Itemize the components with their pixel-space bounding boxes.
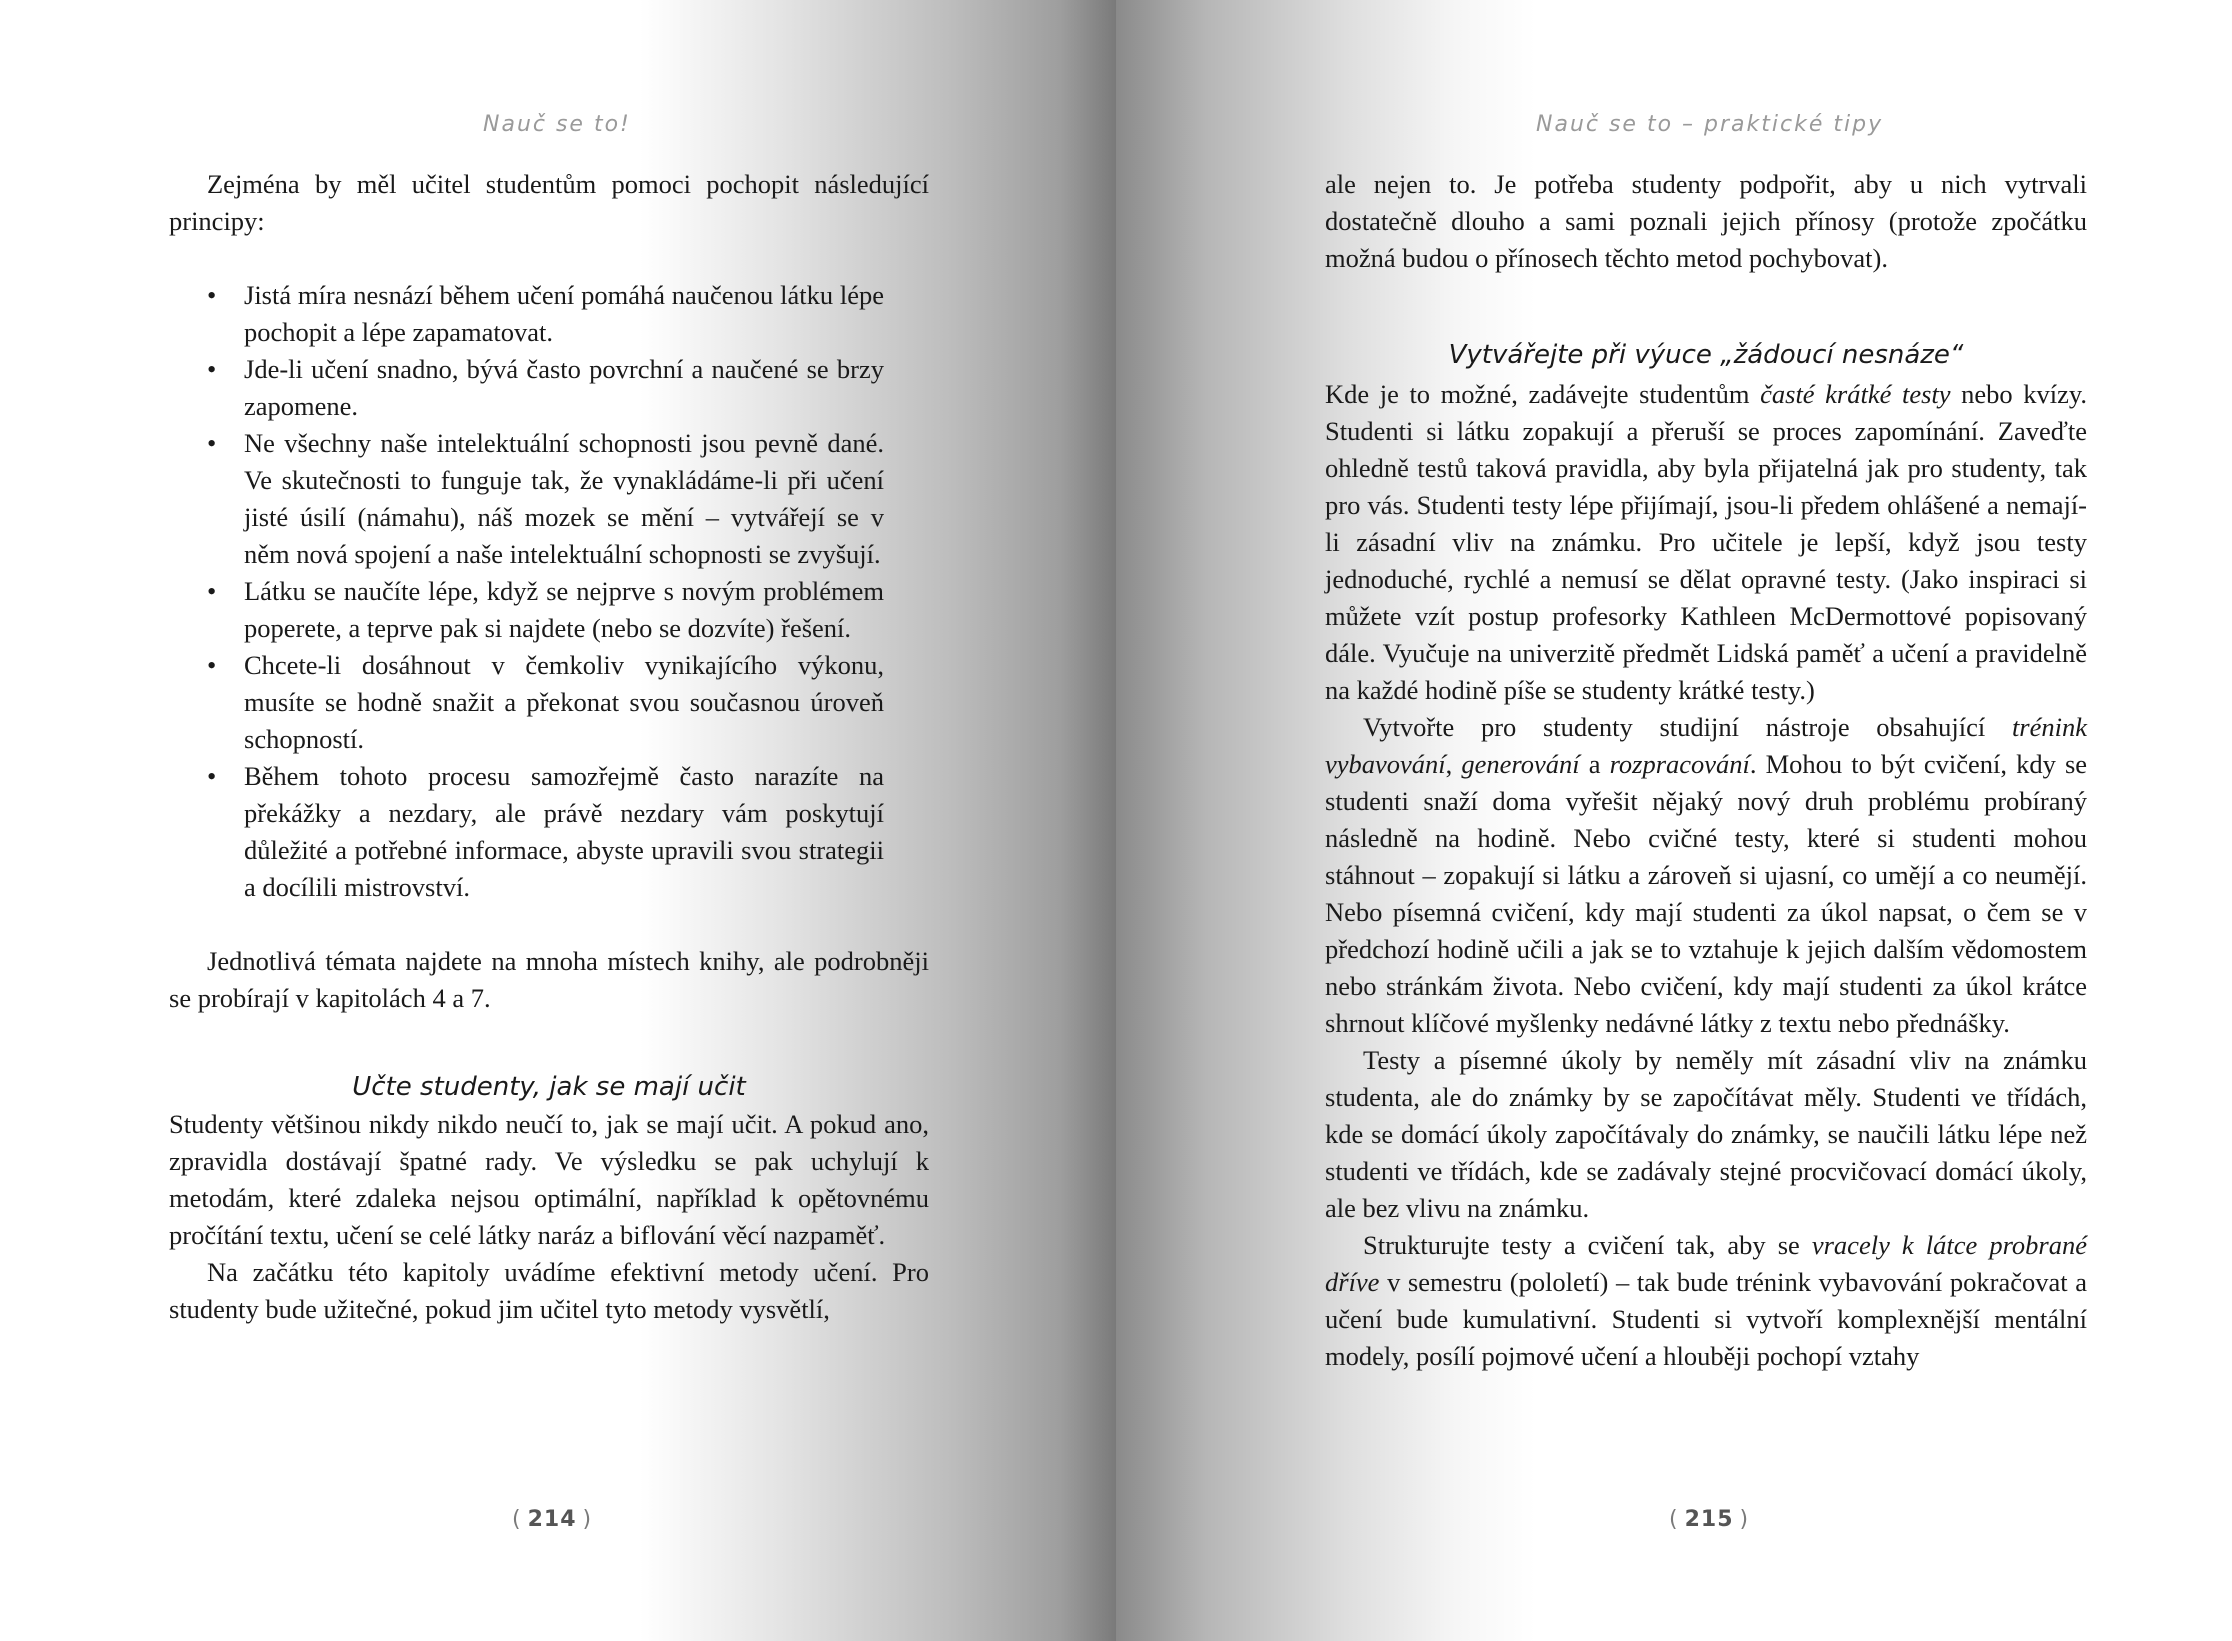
running-head-left: Nauč se to! (483, 112, 631, 137)
list-item: • Látku se naučíte lépe, když se nejprve s novým problémem poperete, a teprve pak si najdete (nebo se dozvíte) řešení. (244, 573, 884, 647)
paragraph: Testy a písemné úkoly by neměly mít zásadní vliv na známku studenta, ale do známky by se započítávat měly. Studenti ve třídách, kde se domácí úkoly započítávaly do známky, se naučili látku lépe než studenti ve třídách, kde se zadávaly stejné procvičovací domácí úkoly, ale bez vlivu na známku. (1325, 1045, 2087, 1223)
intro-paragraph: Zejména by měl učitel studentům pomoci pochopit následující principy: (169, 169, 929, 236)
after-list-paragraph: Jednotlivá témata najdete na mnoha místech knihy, ale podrobněji se probírají v kapitolách 4 a 7. (169, 946, 929, 1013)
list-item: • Chcete-li dosáhnout v čemkoliv vynikajícího výkonu, musíte se hodně snažit a překonat svou současnou úroveň schopností. (244, 647, 884, 758)
right-page (1116, 0, 2232, 1641)
paragraph: Na začátku této kapitoly uvádíme efektivní metody učení. Pro studenty bude užitečné, pokud jim učitel tyto metody vysvětlí, (169, 1257, 929, 1324)
page-number-right: ( 215 ) (1669, 1507, 1750, 1532)
paragraph: Strukturujte testy a cvičení tak, aby se vracely k látce probrané dříve v semestru (pololetí) – tak bude trénink vybavování pokračovat a učení bude kumulativní. Studenti si vytvoří komplexnější mentální modely, posílí pojmové učení a hlouběji pochopí vztahy (1325, 1230, 2088, 1371)
principles-list (169, 277, 884, 906)
paragraph: Studenty většinou nikdy nikdo neučí to, jak se mají učit. A pokud ano, zpravidla dostávají špatné rady. Ve výsledku se pak uchylují k metodám, které zdaleka nejsou optimální, například k opětovnému pročítání textu, učení se celé látky naráz a biflování věcí nazpaměť. (169, 1109, 929, 1250)
list-item: • Jde-li učení snadno, bývá často povrchní a naučené se brzy zapomene. (244, 351, 884, 425)
section-heading-right: Vytvářejte při výuce „žádoucí nesnáze“ (1448, 340, 1964, 370)
paragraph: Vytvořte pro studenty studijní nástroje obsahující trénink vybavování, generování a rozpracování. Mohou to být cvičení, kdy se studenti snaží doma vyřešit nějaký nový druh problému probíraný následně na hodině. Nebo cvičné testy, které si studenti mohou stáhnout – zopakují si látku a zároveň si ujasní, co umějí a co neumějí. Nebo písemná cvičení, kdy mají studenti za úkol napsat, o čem se v předchozí hodině učili a jak se to vztahuje k jejich dalším vědomostem nebo stránkám života. Nebo cvičení, kdy mají studenti za úkol krátce shrnout klíčové myšlenky nedávné látky z textu nebo přednášky. (1325, 712, 2088, 1038)
left-page-text (169, 166, 929, 1328)
continued-paragraph: ale nejen to. Je potřeba studenty podpořit, aby u nich vytrvali dostatečně dlouho a sami poznali jejich přínosy (protože zpočátku možná budou o přínosech těchto metod pochybovat). (1325, 169, 2087, 273)
running-head-right: Nauč se to – praktické tipy (1536, 112, 1884, 137)
page-number-left: ( 214 ) (512, 1507, 593, 1532)
list-item: • Během tohoto procesu samozřejmě často narazíte na překážky a nezdary, ale právě nezdary vám poskytují důležité a potřebné informace, abyste upravili svou strategii a docílili mistrovství. (244, 758, 884, 906)
list-item: • Jistá míra nesnází během učení pomáhá naučenou látku lépe pochopit a lépe zapamatovat. (244, 277, 884, 351)
paragraph: Kde je to možné, zadávejte studentům časté krátké testy nebo kvízy. Studenti si látku zopakují a přeruší se proces zapomínání. Zaveďte ohledně testů taková pravidla, aby byla přijatelná jak pro studenty, tak pro vás. Studenti testy lépe přijímají, jsou-li předem ohlášené a nemají-li zásadní vliv na známku. Pro učitele je lepší, když jsou testy jednoduché, rychlé a nemusí se dělat opravné testy. (Jako inspiraci si můžete vzít postup profesorky Kathleen McDermottové popisovaný dále. Vyučuje na univerzitě předmět Lidská paměť a učení a pravidelně na každé hodině píše se studenty krátké testy.) (1325, 379, 2087, 705)
section-heading-left: Učte studenty, jak se mají učit (352, 1072, 746, 1102)
list-item: • Ne všechny naše intelektuální schopnosti jsou pevně dané. Ve skutečnosti to funguje tak, že vynakládáme-li při učení jisté úsilí (námahu), náš mozek se mění – vytvářejí se v něm nová spojení a naše intelektuální schopnosti se zvyšují. (244, 425, 884, 573)
right-page-text (1325, 166, 2087, 1375)
